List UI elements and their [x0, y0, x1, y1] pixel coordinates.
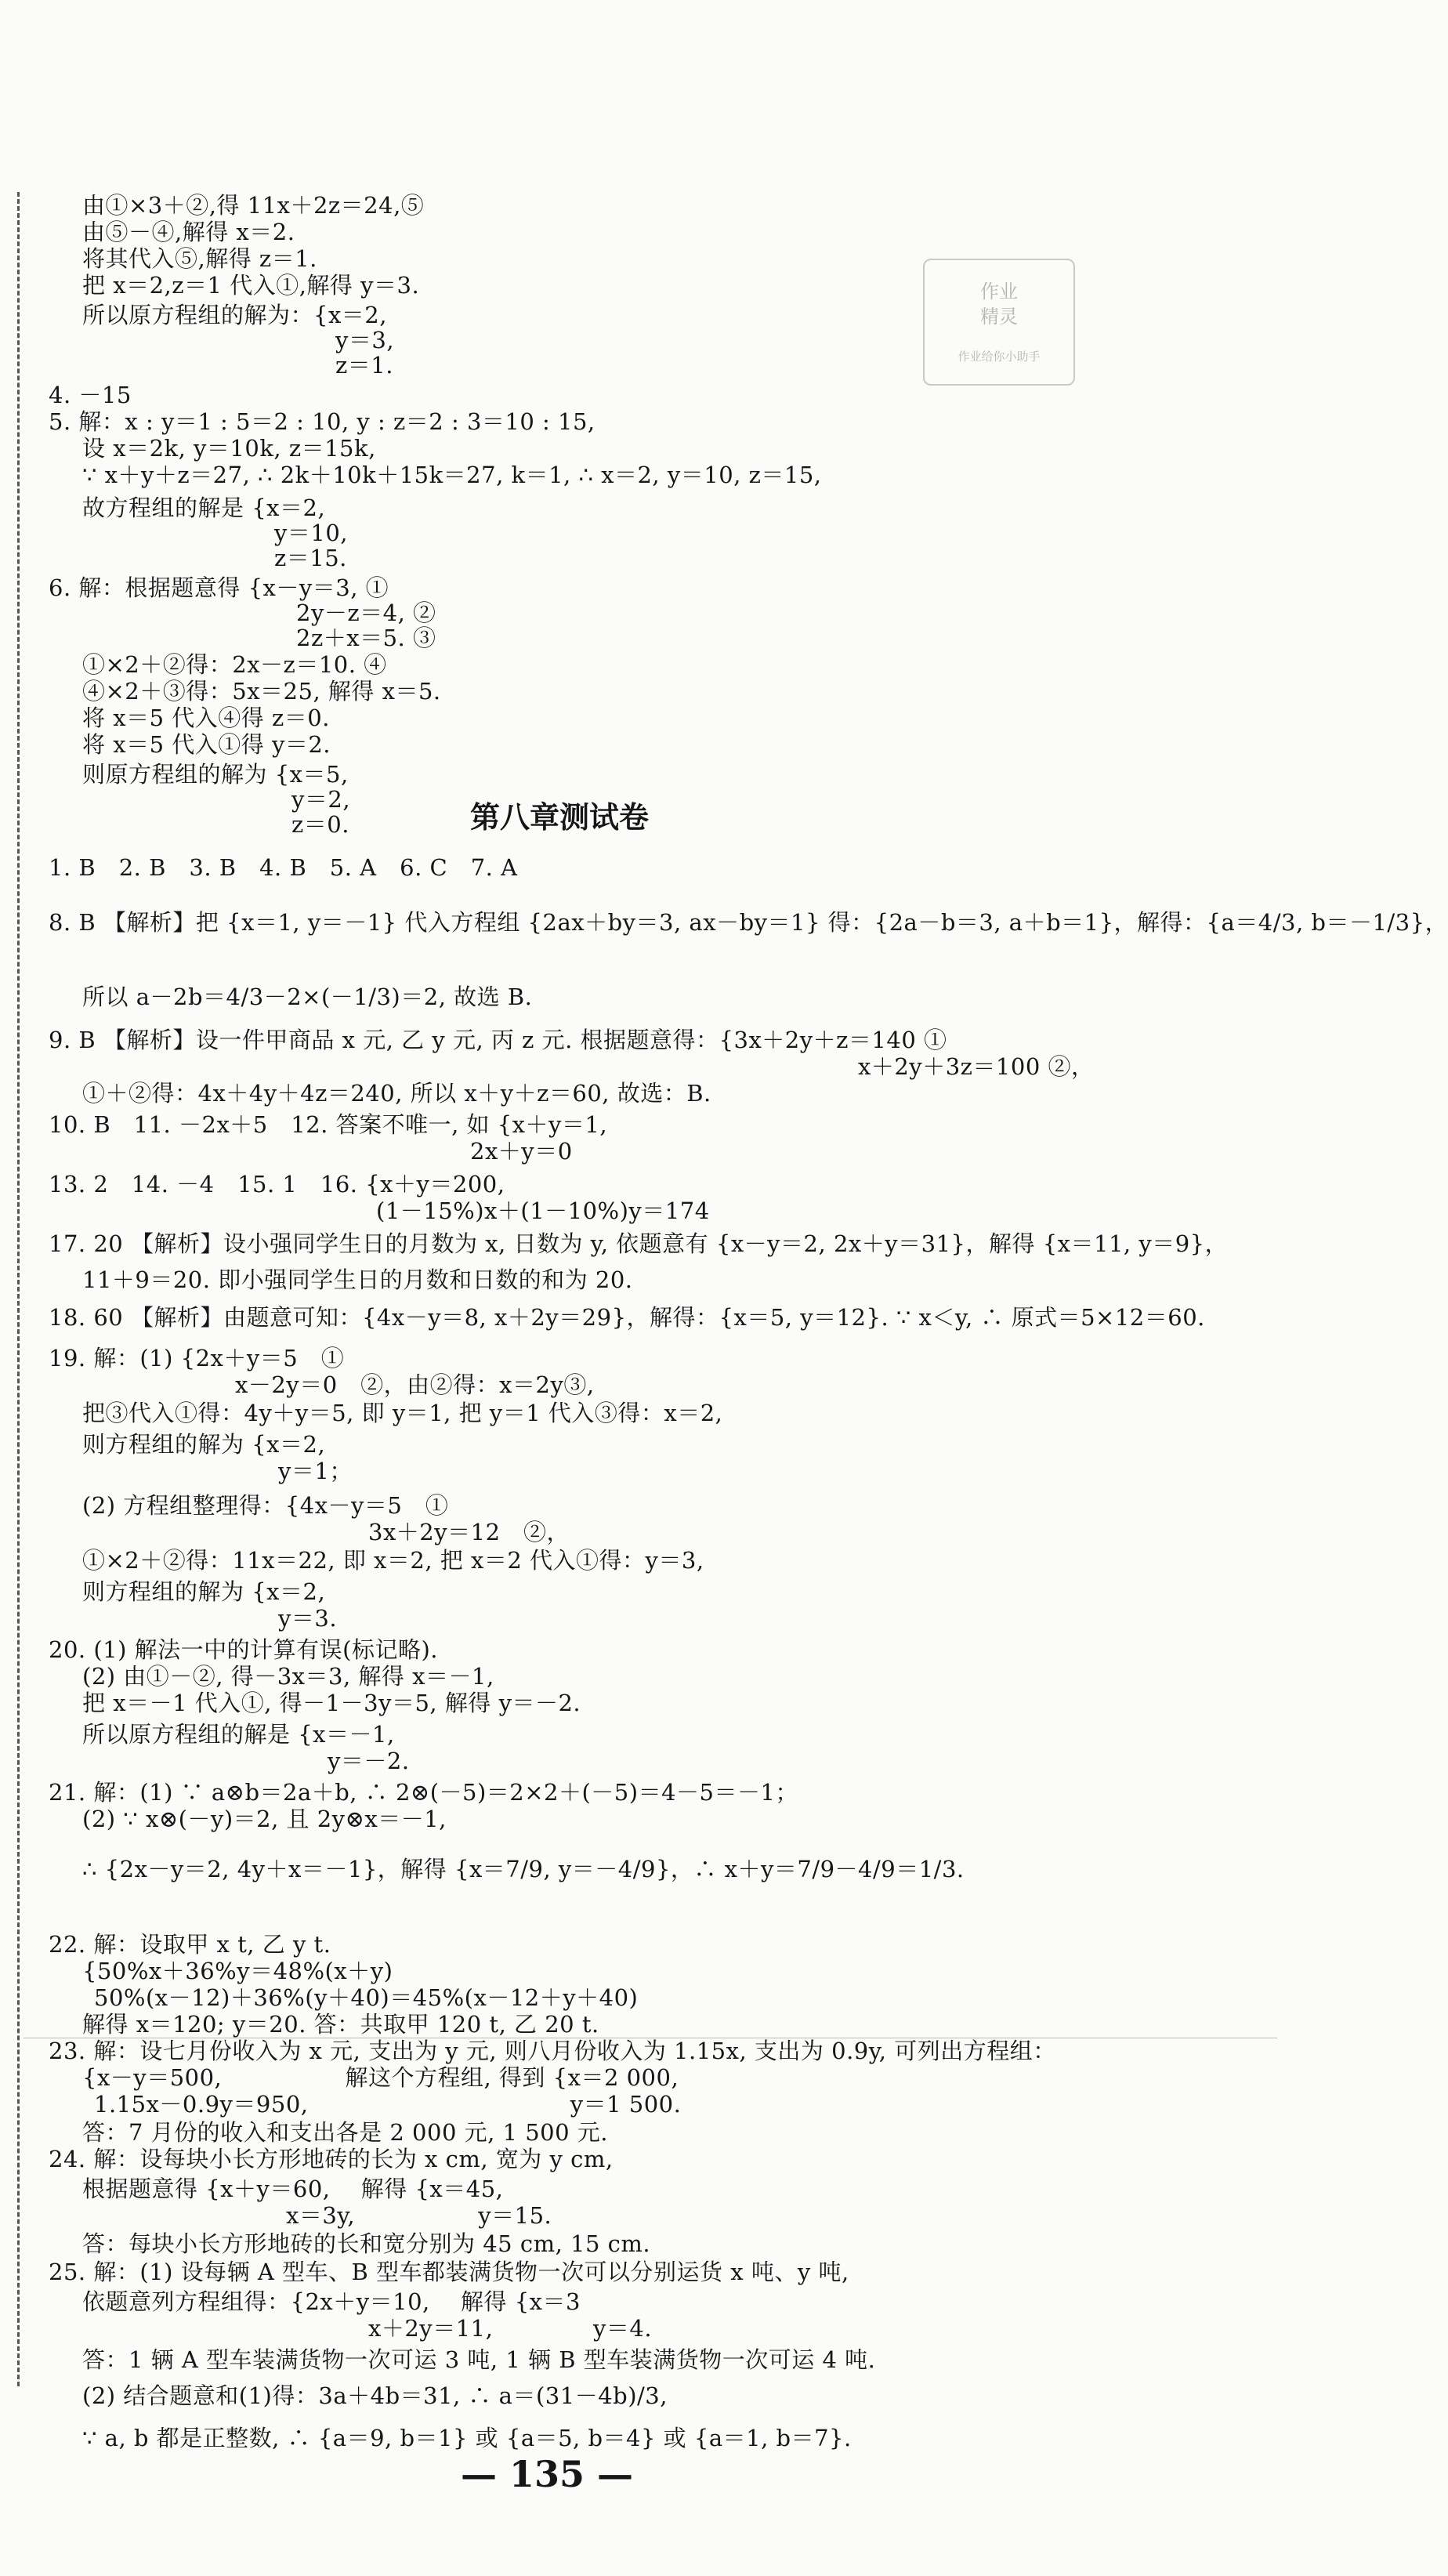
answer-line: 3x＋2y＝12 ②，	[368, 1519, 570, 1545]
answer-line: 把 x＝2,z＝1 代入①,解得 y＝3.	[82, 272, 420, 299]
answer-line: ∴ {2x－y＝2, 4y＋x＝－1}，解得 {x＝7/9, y＝－4/9}，∴ x＋y＝7/9－4/9＝1/3.	[82, 1856, 965, 1882]
answer-line: 解得 x＝120; y＝20. 答：共取甲 120 t, 乙 20 t.	[82, 2011, 599, 2038]
answer-line: y＝1；	[278, 1458, 353, 1484]
answer-line: {50%x＋36%y＝48%(x＋y)	[82, 1958, 393, 1984]
answer-line: 6. 解：根据题意得 {x－y＝3, ①	[49, 574, 389, 601]
answer-line: 4. －15	[49, 382, 132, 408]
answer-line: 所以 a－2b＝4/3－2×(－1/3)＝2, 故选 B.	[82, 984, 533, 1010]
answer-line: 将 x＝5 代入④得 z＝0.	[82, 705, 330, 731]
answer-line: 将其代入⑤,解得 z＝1.	[82, 245, 317, 272]
answer-line: 50%(x－12)＋36%(y＋40)＝45%(x－12＋y＋40)	[94, 1984, 639, 2011]
answer-line: 2y－z＝4, ②	[296, 600, 436, 626]
answer-line: 20. (1) 解法一中的计算有误(标记略).	[49, 1636, 438, 1663]
answer-line: 所以原方程组的解是 {x＝－1,	[82, 1721, 395, 1748]
stamp-line-1: 作业	[980, 281, 1018, 303]
answer-line: 设 x＝2k, y＝10k, z＝15k,	[82, 435, 376, 462]
answer-line: 9. B 【解析】设一件甲商品 x 元, 乙 y 元, 丙 z 元. 根据题意得：{3x＋2y＋z＝140 ①	[49, 1027, 947, 1053]
answer-line: x＋2y＝11, y＝4.	[368, 2315, 653, 2342]
answer-line: 答：7 月份的收入和支出各是 2 000 元, 1 500 元.	[82, 2119, 609, 2146]
answer-line: 由⑤－④,解得 x＝2.	[82, 219, 295, 245]
answer-line: 2x＋y＝0	[470, 1138, 573, 1165]
answer-line: 依题意列方程组得：{2x＋y＝10, 解得 {x＝3	[82, 2288, 581, 2315]
answer-line: 根据题意得 {x＋y＝60, 解得 {x＝45,	[82, 2176, 504, 2202]
page-number: — 135 —	[461, 2453, 634, 2495]
answer-line: 所以原方程组的解为：{x＝2,	[82, 302, 387, 328]
answer-line: 17. 20 【解析】设小强同学生日的月数为 x, 日数为 y, 依题意有 {x－y＝2, 2x＋y＝31}，解得 {x＝11, y＝9}，	[49, 1230, 1229, 1257]
answer-line: 则方程组的解为 {x＝2,	[82, 1578, 326, 1605]
answer-line: 由①×3＋②,得 11x＋2z＝24,⑤	[82, 192, 425, 219]
watermark-stamp	[923, 259, 1075, 386]
answer-line: ∵ a, b 都是正整数, ∴ {a＝9, b＝1} 或 {a＝5, b＝4} 或 {a＝1, b＝7}.	[82, 2425, 852, 2451]
answer-line: ①×2＋②得：2x－z＝10. ④	[82, 651, 387, 678]
answer-line: (2) ∵ x⊗(－y)＝2, 且 2y⊗x＝－1,	[82, 1806, 447, 1832]
answer-line: 则原方程组的解为 {x＝5,	[82, 761, 349, 788]
stamp-line-3: 作业给你小助手	[957, 350, 1041, 364]
answer-line: y＝－2.	[328, 1748, 410, 1774]
answer-line: 答：每块小长方形地砖的长和宽分别为 45 cm, 15 cm.	[82, 2230, 651, 2257]
answer-line: (1－15%)x＋(1－10%)y＝174	[376, 1197, 710, 1224]
answer-line: z＝0.	[291, 811, 349, 838]
answer-line: 18. 60 【解析】由题意可知：{4x－y＝8, x＋2y＝29}，解得：{x＝5, y＝12}. ∵ x＜y, ∴ 原式＝5×12＝60.	[49, 1304, 1205, 1331]
binding-margin-dashed-line	[17, 192, 20, 2386]
answer-line: 10. B 11. －2x＋5 12. 答案不唯一, 如 {x＋y＝1,	[49, 1111, 608, 1138]
answer-line: 2z＋x＝5. ③	[296, 625, 436, 651]
answer-line: {x－y＝500, 解这个方程组, 得到 {x＝2 000,	[82, 2064, 679, 2091]
answer-line: 25. 解：(1) 设每辆 A 型车、B 型车都装满货物一次可以分别运货 x 吨、y 吨,	[49, 2259, 849, 2285]
answer-line: 故方程组的解是 {x＝2,	[82, 495, 326, 521]
answer-line: 答：1 辆 A 型车装满货物一次可运 3 吨, 1 辆 B 型车装满货物一次可运 4 吨.	[82, 2346, 876, 2373]
answer-line: 13. 2 14. －4 15. 1 16. {x＋y＝200,	[49, 1171, 505, 1197]
answer-line: 5. 解：x : y＝1 : 5＝2 : 10, y : z＝2 : 3＝10 : 15,	[49, 408, 595, 435]
answer-line: y＝3.	[278, 1605, 338, 1632]
answer-line: 24. 解：设每块小长方形地砖的长为 x cm, 宽为 y cm,	[49, 2146, 614, 2172]
answer-line: x＝3y, y＝15.	[286, 2202, 552, 2229]
answer-line: x－2y＝0 ②，由②得：x＝2y③,	[235, 1371, 595, 1398]
answer-line: 8. B 【解析】把 {x＝1, y＝－1} 代入方程组 {2ax＋by＝3, ax－by＝1} 得：{2a－b＝3, a＋b＝1}，解得：{a＝4/3, b＝－1/3}，	[49, 909, 1448, 936]
answer-line: 则方程组的解为 {x＝2,	[82, 1431, 326, 1458]
answer-line: 11＋9＝20. 即小强同学生日的月数和日数的和为 20.	[82, 1266, 633, 1293]
answer-line: 把③代入①得：4y＋y＝5, 即 y＝1, 把 y＝1 代入③得：x＝2,	[82, 1400, 723, 1426]
answer-line: x＋2y＋3z＝100 ②，	[858, 1053, 1095, 1080]
answer-line: y＝10,	[274, 520, 349, 546]
answer-line: 把 x＝－1 代入①, 得－1－3y＝5, 解得 y＝－2.	[82, 1690, 581, 1716]
answer-line: ①＋②得：4x＋4y＋4z＝240, 所以 x＋y＋z＝60, 故选：B.	[82, 1080, 711, 1107]
answer-line: z＝15.	[274, 545, 347, 571]
answer-line: 1. B 2. B 3. B 4. B 5. A 6. C 7. A	[49, 854, 518, 881]
chapter-title: 第八章测试卷	[470, 800, 650, 835]
answer-line: ④×2＋③得：5x＝25, 解得 x＝5.	[82, 678, 441, 705]
answer-line: (2) 方程组整理得：{4x－y＝5 ①	[82, 1492, 449, 1519]
answer-line: (2) 由①－②, 得－3x＝3, 解得 x＝－1,	[82, 1663, 494, 1690]
stamp-line-2: 精灵	[980, 306, 1018, 328]
answer-line: ①×2＋②得：11x＝22, 即 x＝2, 把 x＝2 代入①得：y＝3,	[82, 1547, 704, 1574]
answer-line: z＝1.	[335, 352, 393, 379]
answer-line: 1.15x－0.9y＝950, y＝1 500.	[94, 2091, 682, 2118]
answer-line: 22. 解：设取甲 x t, 乙 y t.	[49, 1931, 331, 1958]
answer-line: 将 x＝5 代入①得 y＝2.	[82, 731, 331, 758]
answer-line: (2) 结合题意和(1)得：3a＋4b＝31, ∴ a＝(31－4b)/3,	[82, 2382, 668, 2409]
answer-line: 21. 解：(1) ∵ a⊗b＝2a＋b, ∴ 2⊗(－5)＝2×2＋(－5)＝4－5＝－1；	[49, 1779, 798, 1806]
answer-line: 23. 解：设七月份收入为 x 元, 支出为 y 元, 则八月份收入为 1.15x, 支出为 0.9y, 可列出方程组：	[49, 2038, 1056, 2064]
answer-line: ∵ x＋y＋z＝27, ∴ 2k＋10k＋15k＝27, k＝1, ∴ x＝2, y＝10, z＝15,	[82, 462, 822, 488]
answer-line: 19. 解：(1) {2x＋y＝5 ①	[49, 1345, 345, 1371]
answer-line: y＝3,	[335, 327, 395, 353]
answer-line: y＝2,	[291, 786, 351, 813]
